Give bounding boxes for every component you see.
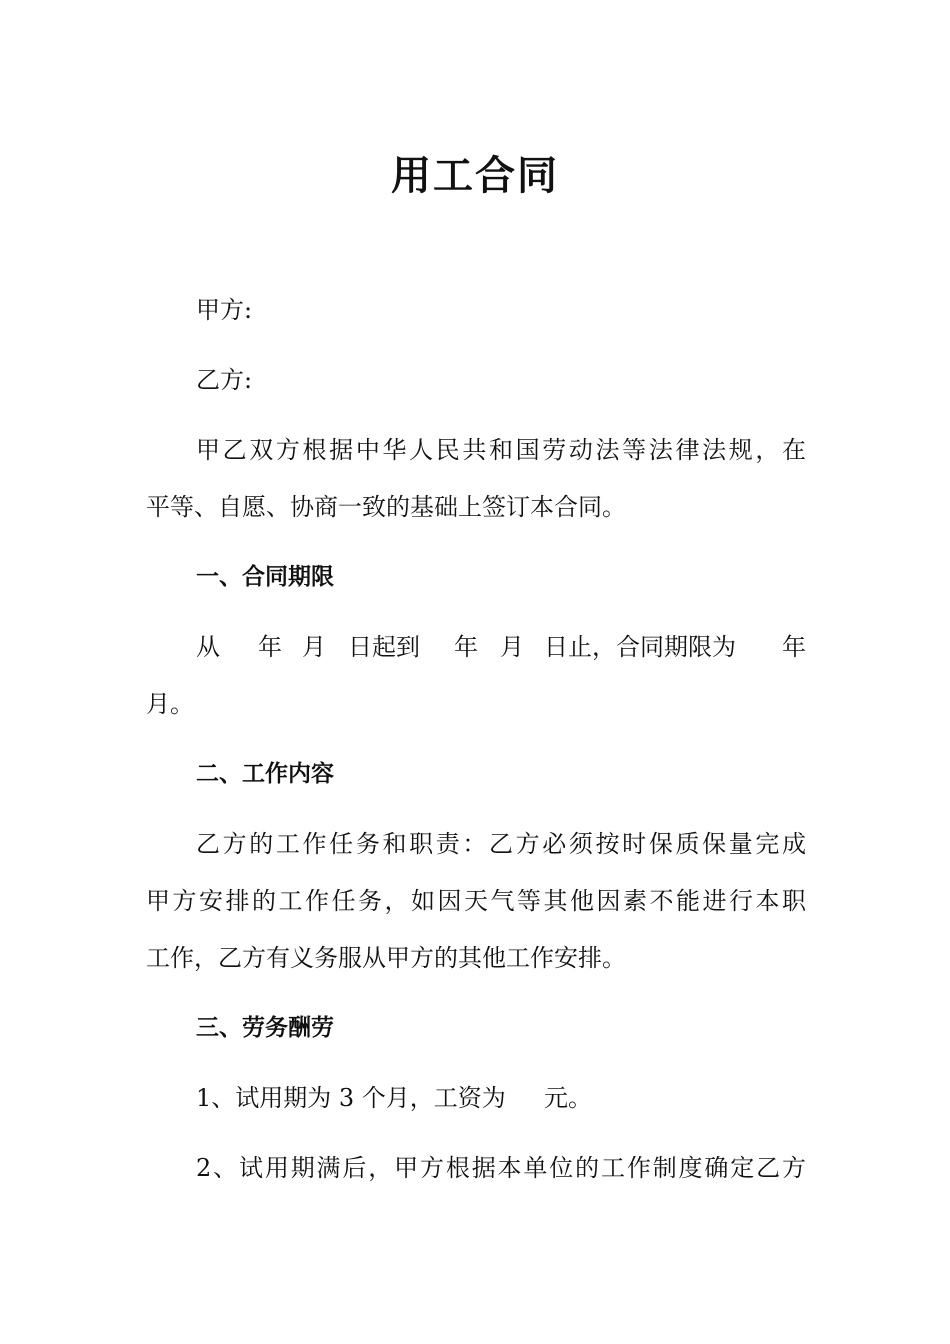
section-3-heading: 三、劳务酬劳 <box>196 1015 334 1041</box>
remuneration-item-2: 2、试用期满后，甲方根据本单位的工作制度确定乙方 <box>196 1154 806 1182</box>
intro-paragraph-line-2: 平等、自愿、协商一致的基础上签订本合同。 <box>146 493 626 521</box>
term-part-year-3: 年 <box>782 633 806 661</box>
term-part-month-2: 月 <box>500 633 524 661</box>
term-part-month-1: 月 <box>302 633 326 661</box>
term-part-from: 从 <box>196 633 220 661</box>
section-2-heading: 二、工作内容 <box>196 761 334 787</box>
document-title: 用工合同 <box>391 153 559 199</box>
party-a-label: 甲方: <box>196 296 253 324</box>
intro-paragraph-line-1: 甲乙双方根据中华人民共和国劳动法等法律法规，在 <box>196 436 806 464</box>
section-1-heading: 一、合同期限 <box>196 564 334 590</box>
party-b-label: 乙方: <box>196 366 253 394</box>
work-content-line-2: 甲方安排的工作任务，如因天气等其他因素不能进行本职 <box>146 887 806 915</box>
remuneration-item-1: 1、试用期为 3 个月，工资为 元。 <box>196 1084 592 1112</box>
work-content-line-3: 工作，乙方有义务服从甲方的其他工作安排。 <box>146 944 626 972</box>
term-part-day-end: 日止，合同期限为 <box>544 633 736 661</box>
term-part-year-2: 年 <box>454 633 478 661</box>
term-part-year-1: 年 <box>258 633 282 661</box>
term-part-day-start: 日起到 <box>348 633 420 661</box>
work-content-line-1: 乙方的工作任务和职责：乙方必须按时保质保量完成 <box>196 830 806 858</box>
contract-term-line-2: 月。 <box>146 690 194 718</box>
